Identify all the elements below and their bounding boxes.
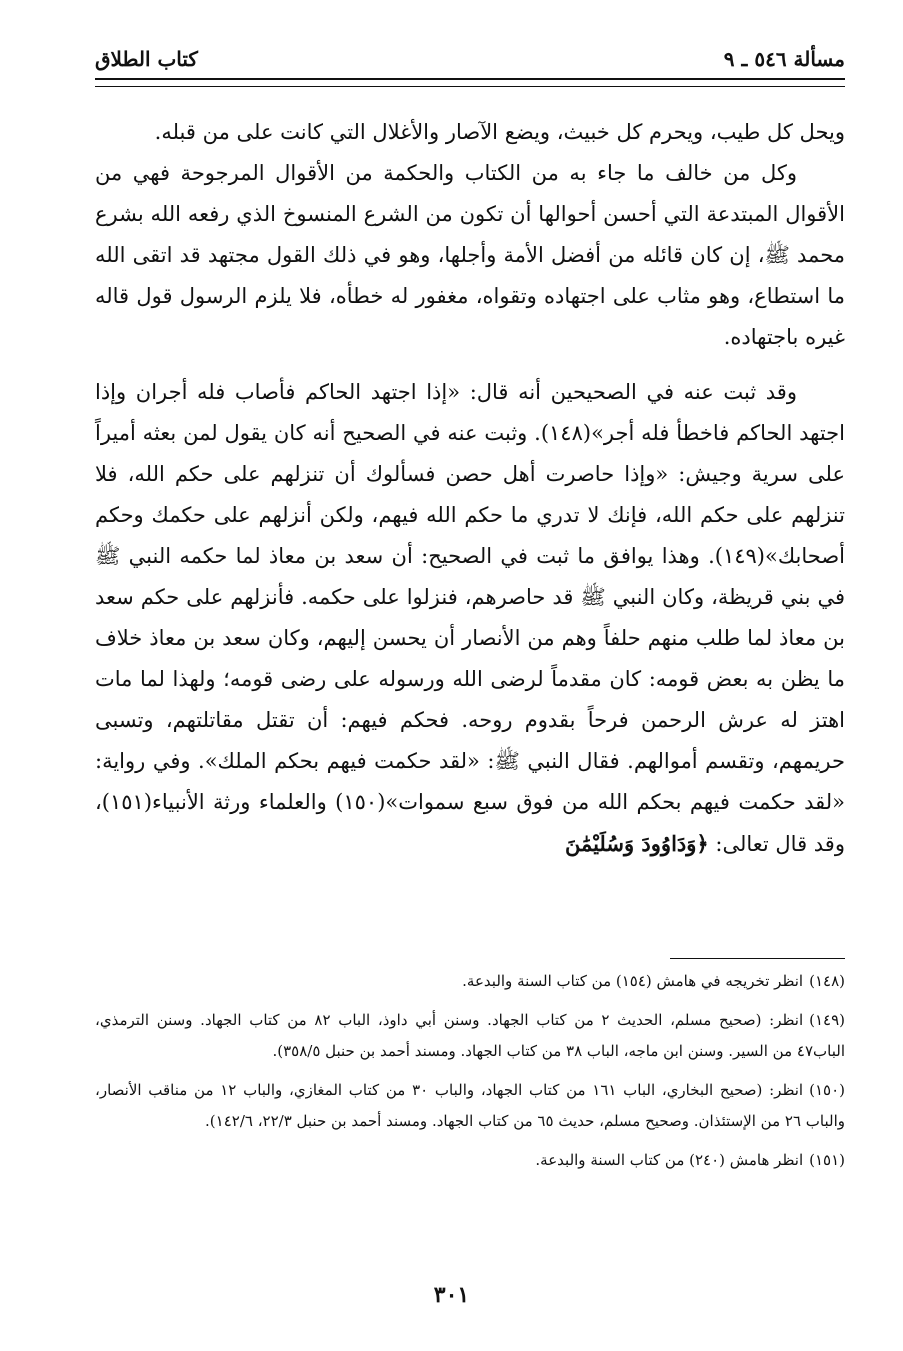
footnote-151 (95, 1145, 845, 1176)
footnote-number: (١٥١) (809, 1151, 845, 1169)
paragraph-3-text: وقد ثبت عنه في الصحيحين أنه قال: «إذا اجتهد الحاكم فأصاب فله أجران وإذا اجتهد الحاكم فاخطأ فله أجر»(١٤٨). وثبت عنه في الصحيح أنه كان يقول لمن بعثه أميراً على سرية وجيش: «وإذا حاصرت أهل حصن فسألوك أن تنزلهم على حكم الله، فلا تنزلهم على حكم الله، فإنك لا تدري ما حكم الله فيهم، ولكن أنزلهم على حكمك وحكم أصحابك»(١٤٩). وهذا يوافق ما ثبت في الصحيح: أن سعد بن معاذ لما حكمه النبي ﷺ في بني قريظة، وكان النبي ﷺ قد حاصرهم، فنزلوا على حكمه. فأنزلهم على حكم سعد بن معاذ لما طلب منهم حلفاً وهم من الأنصار أن يحسن إليهم، وكان سعد بن معاذ خلاف ما يظن به بعض قومه: كان مقدماً لرضى الله ورسوله على رضى قومه؛ ولهذا لما مات اهتز له عرش الرحمن فرحاً بقدوم روحه. فحكم فيهم: أن تقتل مقاتلتهم، وتسبى حريمهم، وتقسم أموالهم. فقال النبي ﷺ: «لقد حكمت فيهم بحكم الملك». وفي رواية: «لقد حكمت فيهم بحكم الله من فوق سبع سموات»(١٥٠) والعلماء ورثة الأنبياء(١٥١)، وقد قال تعالى: (95, 380, 845, 856)
running-header (95, 44, 845, 74)
paragraph-2: وكل من خالف ما جاء به من الكتاب والحكمة من الأقوال المرجوحة فهي من الأقوال المبتدعة التي أحسن أحوالها أن تكون من الشرع المنسوخ الذي رفعه الله بشرع محمد ﷺ، إن كان قائله من أفضل الأمة وأجلها، وهو في ذلك القول مجتهد قد اتقى الله ما استطاع، وهو مثاب على اجتهاده وتقواه، مغفور له خطأه، فلا يلزم الرسول قول قاله غيره باجتهاده. (95, 161, 845, 349)
paragraph-3 (95, 372, 845, 865)
header-rule-thick (95, 78, 845, 80)
footnote-text: انظر تخريجه في هامش (١٥٤) من كتاب السنة والبدعة. (462, 972, 804, 990)
footnote-text: انظر هامش (٢٤٠) من كتاب السنة والبدعة. (535, 1151, 804, 1169)
header-rule-thin (95, 86, 845, 87)
footnotes (95, 966, 845, 1184)
footnote-148 (95, 966, 845, 997)
footnote-separator (670, 958, 845, 959)
paragraph-1: ويحل كل طيب، ويحرم كل خبيث، ويضع الآصار والأغلال التي كانت على من قبله. (154, 120, 845, 144)
footnote-149 (95, 1005, 845, 1067)
main-text (95, 112, 845, 865)
quran-verse: ﴿وَدَاوُودَ وَسُلَيْمَٰنَ (564, 831, 709, 856)
footnote-text: انظر: (صحيح البخاري، الباب ١٦١ من كتاب الجهاد، والباب ٣٠ من كتاب المغازي، والباب ١٢ من مناقب الأنصار، والباب ٢٦ من الإستئذان. وصحيح مسلم، حديث ٦٥ من كتاب الجهاد. ومسند أحمد بن حنبل ٢٢/٣، ١٤٢/٦). (95, 1081, 845, 1130)
page-number: ٣٠١ (433, 1282, 470, 1308)
footnote-number: (١٥٠) (809, 1081, 845, 1099)
header-book-title: كتاب الطلاق (95, 47, 198, 71)
footnote-150 (95, 1075, 845, 1137)
footnote-number: (١٤٩) (809, 1011, 846, 1029)
footnote-number: (١٤٨) (809, 972, 845, 990)
footnote-text: انظر: (صحيح مسلم، الحديث ٢ من كتاب الجهاد. وسنن أبي داوذ، الباب ٨٢ من كتاب الجهاد. وسنن الترمذي، الباب٤٧ من السير. وسنن ابن ماجه، الباب ٣٨ من كتاب الجهاد. ومسند أحمد بن حنبل ٣٥٨/٥). (95, 1011, 845, 1060)
header-issue-ref: مسألة ٥٤٦ ـ ٩ (723, 47, 845, 71)
